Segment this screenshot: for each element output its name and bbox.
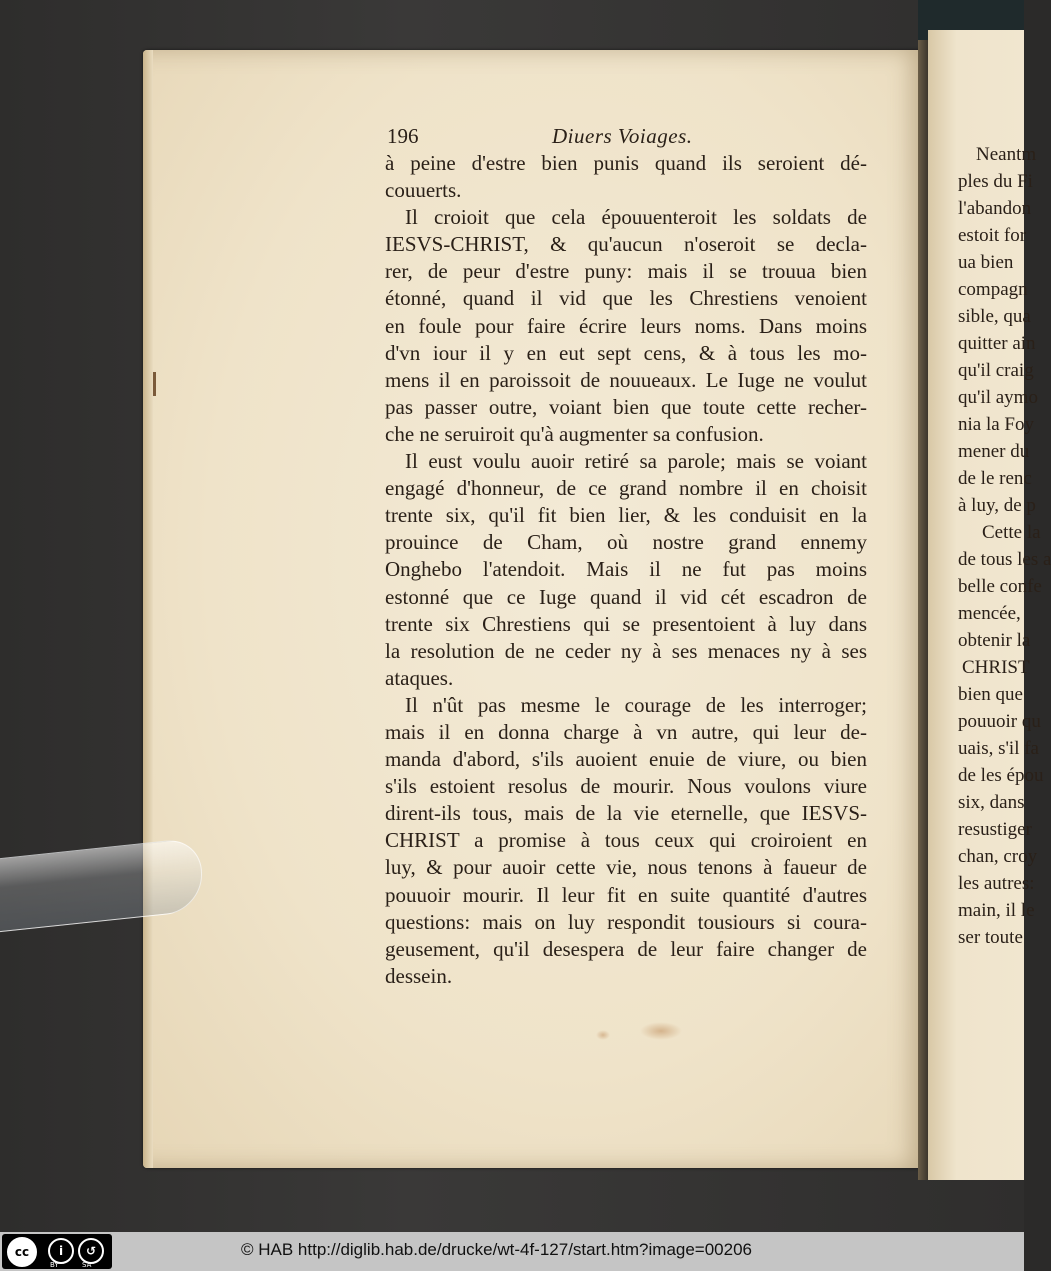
text-line: Onghebo l'atendoit. Mais il ne fut pas moins	[385, 557, 867, 582]
facing-line: Neantm	[976, 144, 1037, 165]
text-line: dirent-ils tous, mais de la vie eternelle, que IESVS-	[385, 801, 867, 826]
text-line: luy, & pour auoir cette vie, nous tenons à faueur de	[385, 855, 867, 880]
text-line: mais il en donna charge à vn autre, qui leur de-	[385, 719, 867, 744]
text-line: dessein.	[385, 963, 453, 988]
text-line: trente six, qu'il fit bien lier, & les conduisit en la	[385, 503, 867, 528]
page-edge	[143, 50, 153, 1168]
paper-stain	[640, 1022, 682, 1040]
paper-stain	[596, 1030, 610, 1040]
running-title: Diuers Voiages.	[552, 124, 693, 148]
facing-line: de les épou	[958, 765, 1044, 786]
text-line: étonné, quand il vid que les Chrestiens venoient	[385, 286, 867, 311]
facing-line: pouuoir qu	[958, 711, 1041, 732]
text-line: IESVS-CHRIST, & qu'aucun n'oseroit se decla-	[385, 232, 867, 257]
facing-page	[928, 30, 1051, 1180]
facing-line: quitter ain	[958, 333, 1036, 354]
text-line: pas passer outre, voiant bien que toute cette recher-	[385, 394, 867, 419]
facing-line: les autres:	[958, 873, 1035, 894]
text-line: pouuoir mourir. Il leur fit en suite quantité d'autres	[385, 882, 867, 907]
cc-license-badge[interactable]	[2, 1234, 112, 1269]
facing-line: chan, croy	[958, 846, 1038, 867]
facing-line: uais, s'il fa	[958, 738, 1039, 759]
text-line: manda d'abord, s'ils auoient enuie de viure, ou bien	[385, 747, 867, 772]
text-line: estonné que ce Iuge quand il vid cét escadron de	[385, 584, 867, 609]
facing-line: à luy, de p	[958, 495, 1036, 516]
text-line: prouince de Cham, où nostre grand ennemy	[385, 530, 867, 555]
facing-line: ser toute	[958, 927, 1023, 948]
text-line: en foule pour faire écrire leurs noms. Dans moins	[385, 313, 867, 338]
text-line: Il croioit que cela épouuenteroit les soldats de	[405, 205, 867, 230]
facing-line: six, dans	[958, 792, 1025, 813]
facing-line: resustiger	[958, 819, 1032, 840]
facing-line: de le renc	[958, 468, 1032, 489]
text-line: d'vn iour il y en eut sept cens, & à tous les mo-	[385, 340, 867, 365]
text-line: s'ils estoient resolus de mourir. Nous voulons viure	[385, 774, 867, 799]
cc-icon: cc	[7, 1237, 37, 1267]
by-label: BY	[50, 1261, 59, 1269]
facing-line: main, il le	[958, 900, 1035, 921]
text-line: Il n'ût pas mesme le courage de les interroger;	[405, 692, 867, 717]
text-line: ataques.	[385, 665, 454, 690]
facing-line: Cette la	[982, 522, 1041, 543]
facing-line: mencée,	[958, 603, 1021, 624]
text-line: la resolution de ne ceder ny à ses menaces ny à ses	[385, 638, 867, 663]
text-line: trente six Chrestiens qui se presentoient à luy dans	[385, 611, 867, 636]
facing-line: ua bien	[958, 252, 1014, 273]
text-line: che ne seruiroit qu'à augmenter sa confusion.	[385, 421, 764, 446]
facing-line: ples du Fi	[958, 171, 1033, 192]
copyright-url[interactable]: © HAB http://diglib.hab.de/drucke/wt-4f-127/start.htm?image=00206	[241, 1240, 753, 1259]
facing-line: mener du	[958, 441, 1030, 462]
footer-bar	[0, 1232, 1024, 1271]
text-line: mens il en paroissoit de nouueaux. Le Iuge ne voulut	[385, 367, 867, 392]
text-line: Il eust voulu auoir retiré sa parole; mais se voiant	[405, 449, 867, 474]
page-header	[387, 124, 867, 152]
facing-line: qu'il craig	[958, 360, 1034, 381]
text-line: couuerts.	[385, 178, 462, 203]
facing-line: obtenir la	[958, 630, 1031, 651]
facing-line: estoit for	[958, 225, 1027, 246]
text-line: à peine d'estre bien punis quand ils seroient dé-	[385, 151, 867, 175]
facing-line: compagn	[958, 279, 1028, 300]
text-line: CHRIST a promise à tous ceux qui croiroient en	[385, 828, 867, 853]
attribution-icon: i	[48, 1238, 74, 1264]
facing-line: CHRIST	[962, 657, 1030, 678]
share-alike-icon: ↺	[78, 1238, 104, 1264]
facing-line: belle confe	[958, 576, 1042, 597]
sa-label: SA	[82, 1261, 92, 1269]
text-line: rer, de peur d'estre puny: mais il se trouua bien	[385, 259, 867, 284]
facing-line: sible, qua	[958, 306, 1031, 327]
facing-line: bien que	[958, 684, 1023, 705]
facing-line: l'abandon	[958, 198, 1032, 219]
text-line: geusement, qu'il desespera de leur faire changer de	[385, 936, 867, 961]
facing-line: qu'il aymo	[958, 387, 1038, 408]
page-body-text	[385, 150, 867, 990]
text-line: engagé d'honneur, de ce grand nombre il en choisit	[385, 476, 867, 501]
text-line: questions: mais on luy respondit tousiours si coura-	[385, 909, 867, 934]
page-number: 196	[387, 124, 419, 148]
facing-line: de tous les a	[958, 549, 1051, 570]
margin-mark	[153, 372, 156, 396]
facing-line: nia la Foy	[958, 414, 1034, 435]
